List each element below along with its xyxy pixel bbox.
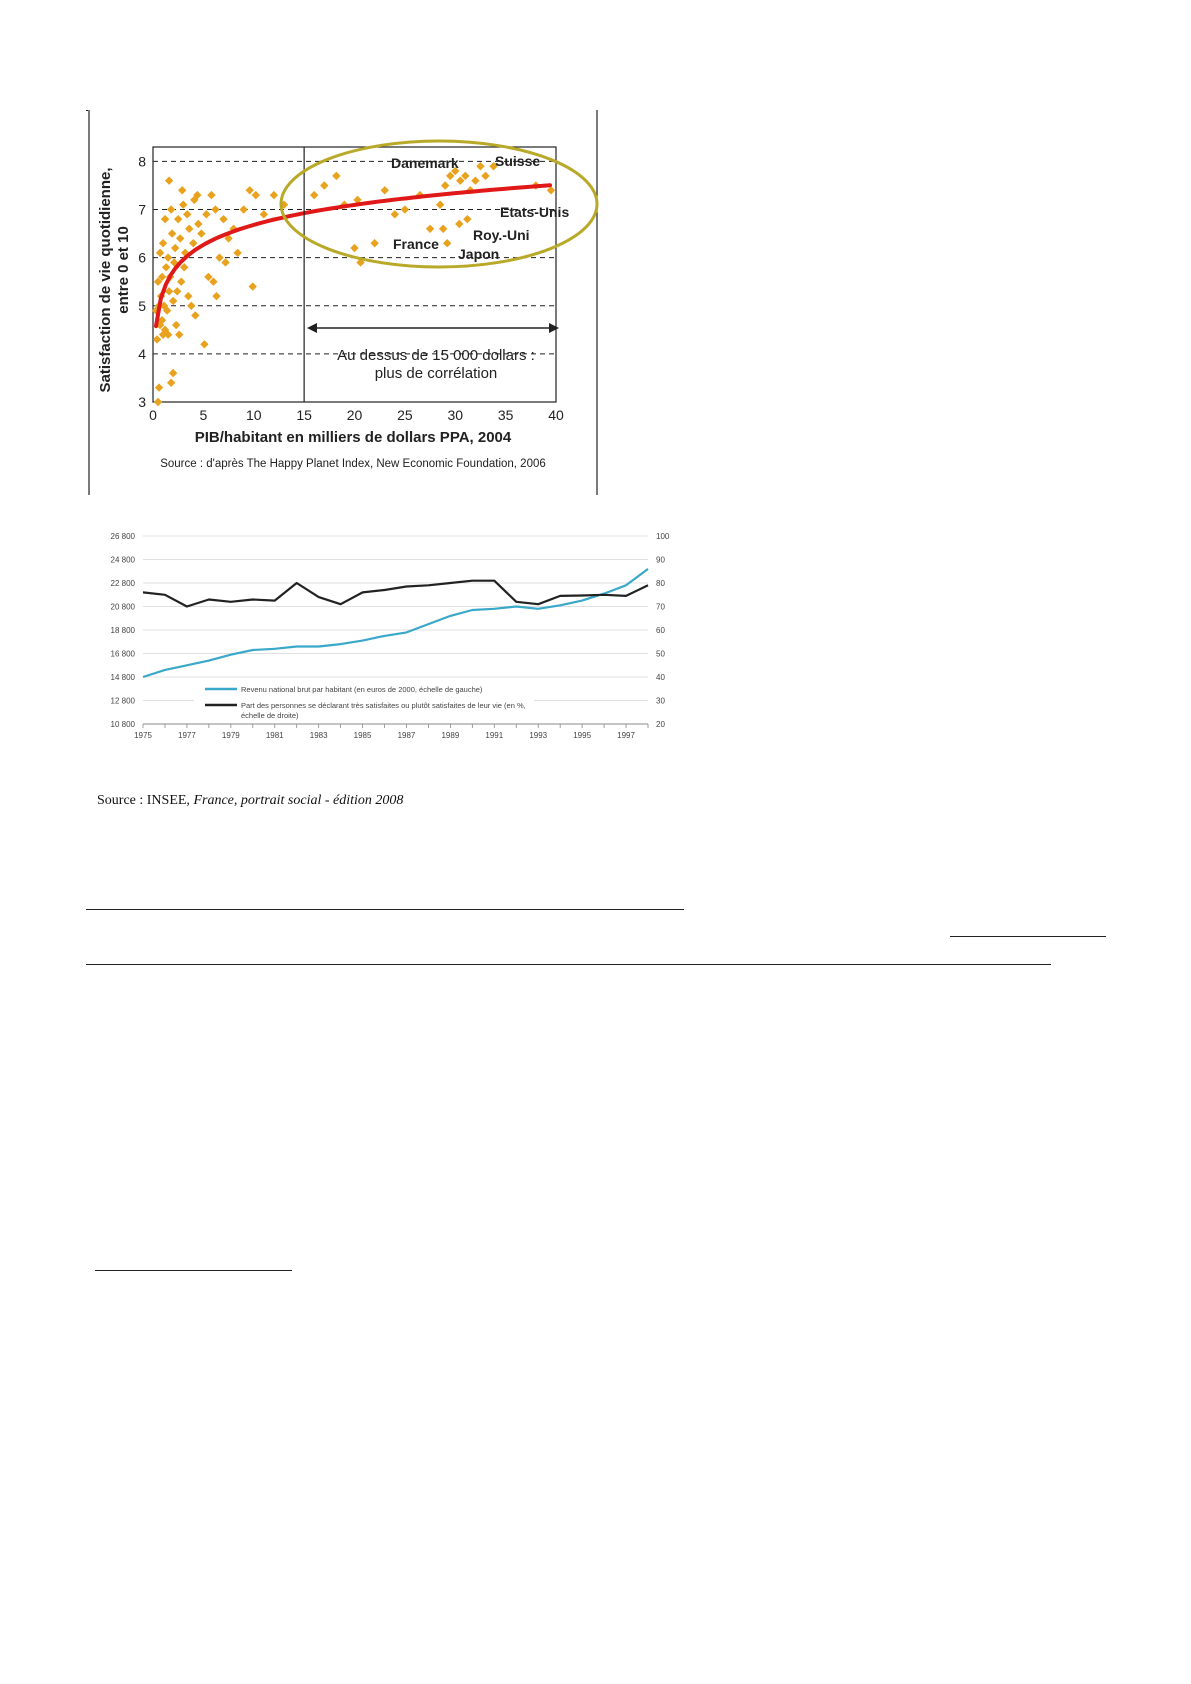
x-tick-label: 1981 (265, 731, 284, 740)
chart2-source-prefix: Source : INSEE, (97, 793, 194, 808)
right-tick-label: 90 (656, 555, 665, 565)
label-etats-unis: Etats-Unis (500, 204, 570, 220)
x-tick-label: 1977 (178, 731, 196, 740)
x-tick-label: 35 (497, 407, 514, 423)
y-tick-label: 7 (138, 201, 146, 218)
left-tick-label: 24 800 (110, 555, 135, 565)
divider-line (950, 936, 1106, 937)
x-tick-label: 40 (548, 407, 564, 423)
legend-satisfaction-label-2: échelle de droite) (241, 711, 299, 720)
x-tick-label: 25 (397, 407, 413, 423)
y-axis-label-line2: entre 0 et 10 (115, 226, 132, 314)
y-tick-label: 8 (138, 153, 146, 170)
right-tick-label: 50 (656, 649, 665, 659)
x-tick-label: 0 (149, 407, 157, 423)
chart2-source (97, 793, 403, 809)
right-tick-label: 100 (656, 532, 670, 541)
right-tick-label: 30 (656, 696, 665, 706)
left-tick-label: 20 800 (110, 602, 135, 612)
left-tick-label: 18 800 (110, 626, 135, 635)
annotation-line2: plus de corrélation (374, 365, 498, 382)
x-tick-label: 1975 (134, 731, 152, 740)
label-japon: Japon (458, 246, 500, 262)
y-tick-label: 4 (138, 345, 146, 362)
right-tick-label: 80 (656, 579, 665, 588)
x-tick-label: 1979 (221, 731, 240, 740)
label-suisse: Suisse (495, 153, 541, 169)
x-tick-label: 1997 (617, 731, 635, 740)
right-tick-label: 60 (656, 626, 665, 635)
y-tick-label: 5 (138, 297, 146, 314)
right-tick-label: 20 (656, 720, 665, 729)
y-tick-label: 6 (138, 249, 146, 266)
scatter-chart (88, 110, 600, 495)
left-tick-label: 26 800 (110, 532, 135, 541)
x-axis-label: PIB/habitant en milliers de dollars PPA, 2004 (194, 429, 512, 446)
left-tick-label: 14 800 (110, 673, 135, 682)
right-tick-label: 70 (656, 602, 665, 612)
line-chart (97, 527, 687, 827)
label-france: France (393, 236, 439, 252)
x-tick-label: 1993 (529, 731, 548, 740)
divider-line (86, 909, 684, 910)
x-tick-label: 5 (199, 407, 208, 423)
legend (194, 682, 534, 720)
left-tick-label: 10 800 (110, 720, 135, 729)
x-tick-label: 1987 (397, 731, 416, 740)
label-roy-uni: Roy.-Uni (473, 227, 530, 243)
right-tick-label: 40 (656, 673, 665, 682)
chart1-source: Source : d'après The Happy Planet Index, New Economic Foundation, 2006 (160, 458, 546, 470)
annotation-line1: Au dessus de 15 000 dollars : (337, 347, 535, 364)
label-danemark: Danemark (391, 155, 459, 171)
y-tick-label: 3 (138, 394, 146, 410)
left-tick-label: 22 800 (110, 579, 135, 588)
x-tick-label: 1989 (441, 731, 460, 740)
divider-line (95, 1270, 292, 1271)
left-tick-label: 12 800 (110, 696, 135, 706)
x-tick-label: 1991 (485, 731, 504, 740)
divider-line (86, 964, 1051, 965)
x-tick-label: 1983 (309, 731, 328, 740)
x-tick-label: 1985 (353, 731, 372, 740)
left-tick-label: 16 800 (110, 649, 135, 659)
x-tick-label: 10 (245, 407, 262, 423)
chart2-source-title: France, portrait social - édition 2008 (193, 793, 404, 808)
x-tick-label: 30 (447, 407, 464, 423)
x-tick-label: 20 (346, 407, 363, 423)
x-tick-label: 15 (296, 407, 312, 423)
y-axis-label-line1: Satisfaction de vie quotidienne, (97, 167, 114, 393)
legend-income-label: Revenu national brut par habitant (en euros de 2000, échelle de gauche) (241, 685, 483, 694)
x-tick-label: 1995 (573, 731, 592, 740)
legend-satisfaction-label-1: Part des personnes se déclarant très satisfaites ou plutôt satisfaites de leur vie (en %, (241, 701, 526, 710)
